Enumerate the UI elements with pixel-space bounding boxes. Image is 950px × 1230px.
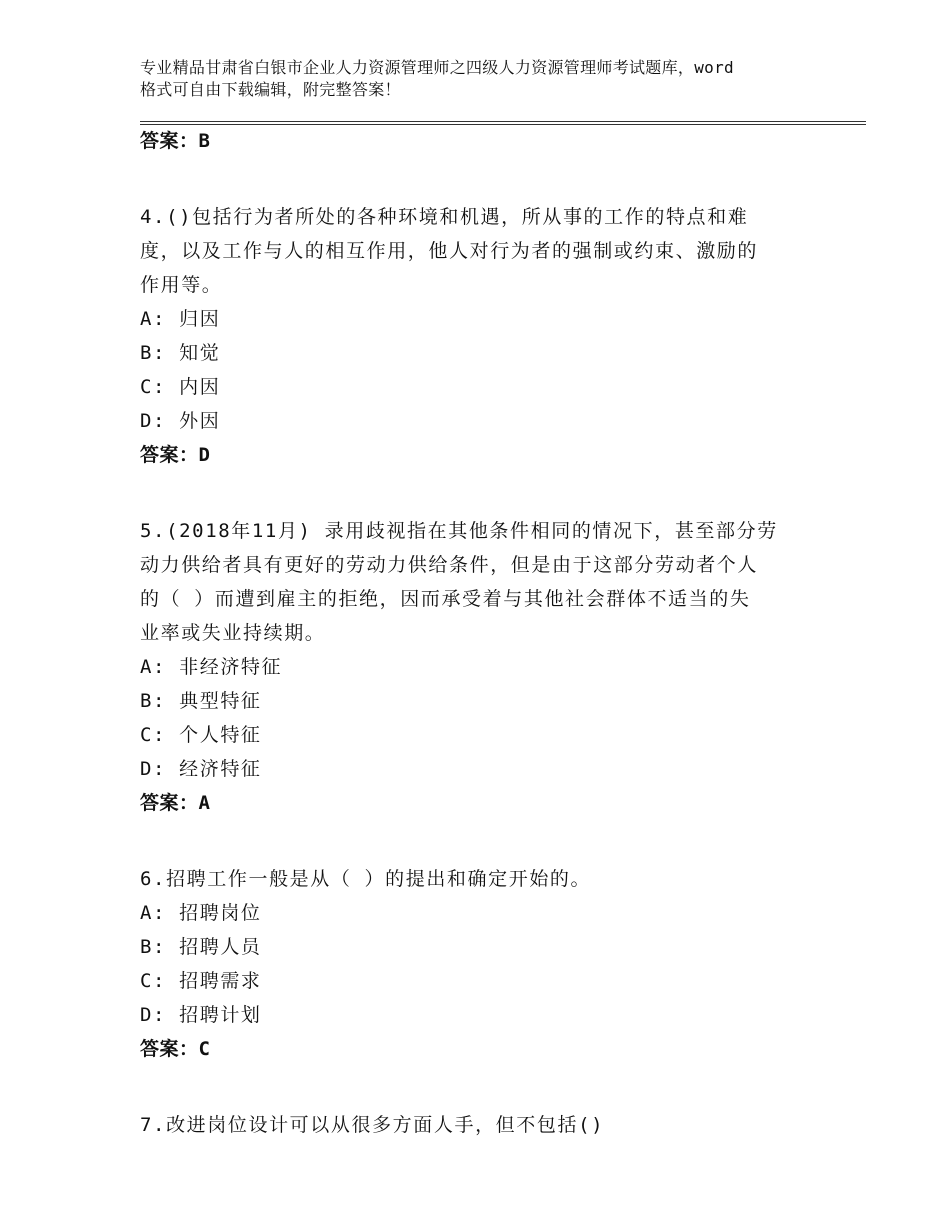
option-a: A: 招聘岗位: [140, 902, 262, 924]
question-text: 5.(2018年11月) 录用歧视指在其他条件相同的情况下，甚至部分劳: [140, 520, 778, 542]
option-b: B: 知觉: [140, 342, 221, 364]
answer: 答案：C: [140, 1038, 211, 1060]
answer: 答案：A: [140, 792, 211, 814]
option-c: C: 个人特征: [140, 724, 262, 746]
option-a: A: 非经济特征: [140, 656, 283, 678]
question-text: 的（ ）而遭到雇主的拒绝，因而承受着与其他社会群体不适当的失: [140, 588, 751, 610]
question-text: 7.改进岗位设计可以从很多方面人手，但不包括(): [140, 1114, 605, 1136]
option-a: A: 归因: [140, 308, 221, 330]
option-c: C: 内因: [140, 376, 221, 398]
document-body: [140, 124, 820, 1142]
question-text: 作用等。: [140, 274, 223, 296]
question-5: [140, 514, 820, 820]
question-6: [140, 862, 820, 1066]
header-divider-top: [140, 121, 866, 122]
option-d: D: 外因: [140, 410, 221, 432]
option-d: D: 招聘计划: [140, 1004, 262, 1026]
question-text: 4.()包括行为者所处的各种环境和机遇，所从事的工作的特点和难: [140, 206, 749, 228]
option-c: C: 招聘需求: [140, 970, 262, 992]
question-text: 业率或失业持续期。: [140, 622, 326, 644]
option-b: B: 典型特征: [140, 690, 262, 712]
question-text: 6.招聘工作一般是从（ ）的提出和确定开始的。: [140, 868, 592, 890]
question-text: 度，以及工作与人的相互作用，他人对行为者的强制或约束、激励的: [140, 240, 759, 262]
option-b: B: 招聘人员: [140, 936, 262, 958]
document-header: [140, 57, 820, 101]
answer: 答案：D: [140, 444, 211, 466]
question-text: 动力供给者具有更好的劳动力供给条件，但是由于这部分劳动者个人: [140, 554, 759, 576]
question-7: [140, 1108, 820, 1142]
option-d: D: 经济特征: [140, 758, 262, 780]
previous-answer: 答案：B: [140, 130, 211, 152]
header-line-1: 专业精品甘肃省白银市企业人力资源管理师之四级人力资源管理师考试题库，word: [140, 58, 734, 77]
question-4: [140, 200, 820, 472]
header-line-2: 格式可自由下载编辑，附完整答案！: [140, 80, 401, 99]
